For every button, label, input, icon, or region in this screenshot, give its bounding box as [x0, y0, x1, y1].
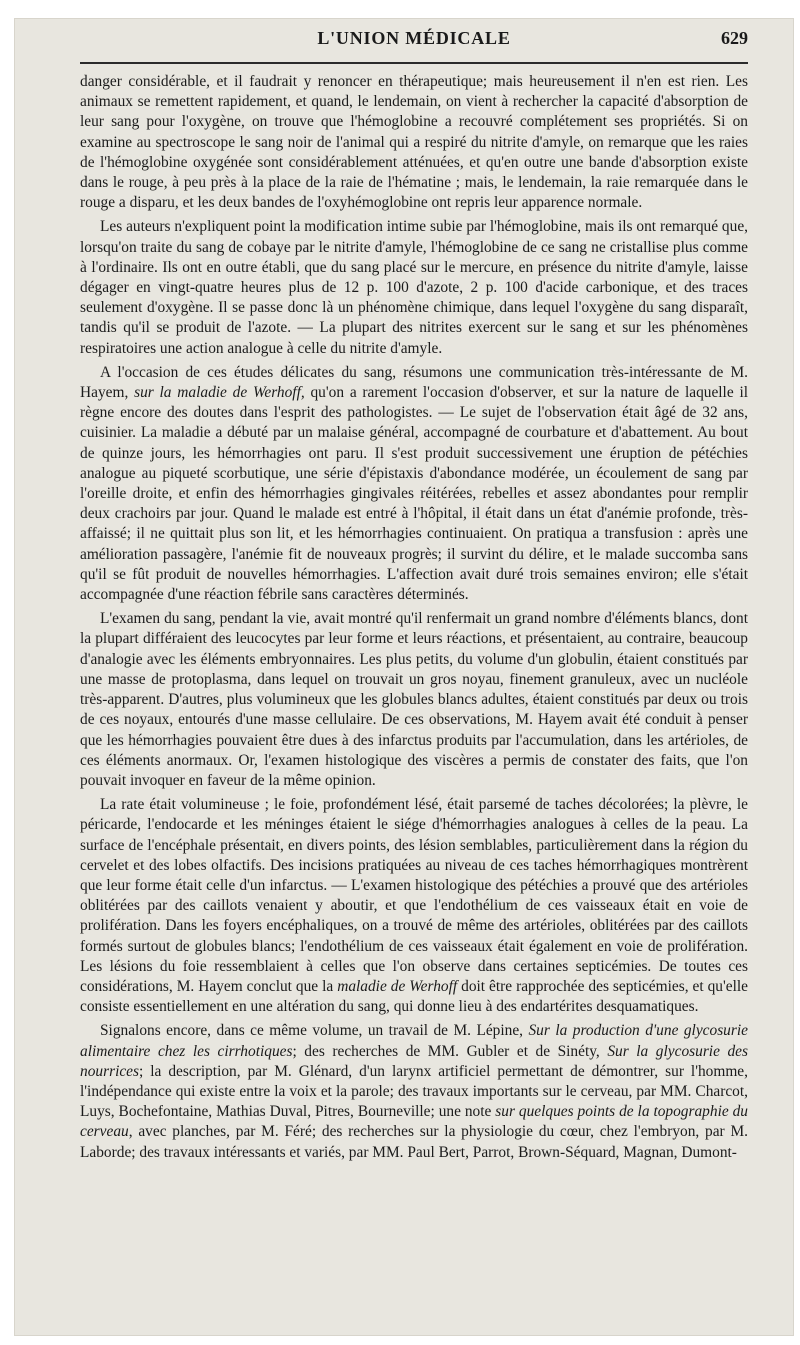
text-run: A l'occasion de ces études délicates du sang, résumons une communication très-intéressante de M. Hayem, — [80, 363, 748, 402]
paragraph — [80, 217, 748, 358]
text-run: doit être rapprochée des septicémies, et qu'elle consiste essentiellement en une altération du sang, qui donne lieu à des endartérites desquamatiques. — [80, 977, 748, 1016]
paragraph — [80, 609, 748, 791]
text-run: danger considérable, et il faudrait y renoncer en thérapeutique; mais heureusement il n'en est rien. Les animaux se remettent rapidement, et quand, le lendemain, on vient à rechercher la capacité d'absorption de leur sang pour l'oxygène, on trouve que l'hémoglobine a recouvré complétement ses propriétés. Si on examine au spectroscope le sang noir de l'animal qui a respiré du nitrite d'amyle, on remarque que les raies de l'hémoglobine oxygénée sont considérablement atténuées, et qu'en outre une bande d'absorption existe dans le rouge, à peu près à la place de la raie de l'hématine ; mais, le lendemain, la raie remarquée dans le rouge a disparu, et les deux bandes de l'oxyhémoglobine ont repris leur apparence normale. — [80, 73, 748, 212]
paragraph — [80, 363, 748, 605]
paragraph — [80, 72, 748, 213]
paragraph — [80, 1021, 748, 1162]
text-run: , avec planches, par M. Féré; des recherches sur la physiologie du cœur, chez l'embryon, par M. Laborde; des travaux intéressants et variés, par MM. Paul Bert, Parrot, Brown-Séquard, Magnan, Dumont- — [80, 1123, 748, 1161]
italic-title: Sur la production d'une glycosurie alimentaire chez les cirrhotiques — [80, 1022, 748, 1060]
text-run: ; des recherches de MM. Gubler et de Sinéty, — [292, 1042, 608, 1060]
italic-title: maladie de Werhoff — [337, 977, 458, 995]
page-header — [80, 28, 748, 58]
text-run: La rate était volumineuse ; le foie, profondément lésé, était parsemé de taches décolorées; la plèvre, le péricarde, l'endocarde et les méninges étaient le siége d'hémorrhagies analogues à celles de la peau. La surface de l'encéphale présentait, en divers points, des lésion semblables, particulièrement dans la région du cervelet et des lobes olfactifs. Des incisions pratiquées au niveau de ces taches hémorrhagiques montrèrent que leur forme était celle d'un infarctus. — L'examen histologique des pétéchies a prouvé que des artérioles oblitérées par des caillots venaient y aboutir, et que l'endothélium de ces vaisseaux était en voie de prolifération. Dans les foyers encéphaliques, on a trouvé de même des artérioles, oblitérées par des caillots formés surtout de globules blancs; l'endothélium de ces vaisseaux était également en voie de prolifération. Les lésions du foie ressemblaient à celles que l'on observe dans certaines septicémies. De toutes ces considérations, M. Hayem conclut que la — [80, 796, 748, 995]
article-body — [80, 72, 748, 1167]
italic-title: Sur la glycosurie des nourrices — [80, 1042, 748, 1080]
page-number: 629 — [721, 28, 748, 48]
text-run: Les auteurs n'expliquent point la modification intime subie par l'hémoglobine, mais ils ont remarqué que, lorsqu'on traite du sang de cobaye par le nitrite d'amyle, l'hémoglobine de ce sang ne cristallise plus comme à l'ordinaire. Ils ont en outre établi, que du sang placé sur le mercure, en présence du nitrite d'amyle, laisse dégager en vingt-quatre heures plus de 12 p. 100 d'azote, 2 p. 100 d'acide carbonique, et des traces seulement d'oxygène. Il se passe donc là un phénomène chimique, dans lequel l'oxygène du sang disparaît, tandis qu'il se produit de l'azote. — La plupart des nitrites exercent sur le sang et sur les phénomènes respiratoires une action analogue à celle du nitrite d'amyle. — [80, 218, 748, 357]
italic-title: sur la maladie de Werhoff, — [134, 384, 305, 402]
text-run: ; la description, par M. Glénard, d'un larynx artificiel permettant de démontrer, sur l'homme, l'indépendance qui existe entre la voix et la parole; des travaux importants sur le cerveau, par MM. Charcot, Luys, Bochefontaine, Mathias Duval, Pitres, Bourneville; une note — [80, 1062, 748, 1121]
text-run: Signalons encore, dans ce même volume, un travail de M. Lépine, — [100, 1022, 529, 1040]
text-run: L'examen du sang, pendant la vie, avait montré qu'il renfermait un grand nombre d'éléments blancs, dont la plupart différaient des leucocytes par leur forme et leurs réactions, et présentaient, au contraire, beaucoup d'analogie avec les éléments embryonnaires. Les plus petits, du volume d'un globulin, étaient constitués par une masse de protoplasma, dans lequel on trouvait un gros noyau, finement granuleux, avec un nucléole très-apparent. D'autres, plus volumineux que les globules blancs adultes, étaient constitués par deux ou trois de ces noyaux, entourés d'une masse cellulaire. De ces observations, M. Hayem avait été conduit à penser que les hémorrhagies pouvaient être dues à des infarctus produits par l'accumulation, dans les artérioles, de ces éléments anormaux. Or, l'examen histologique des viscères a permis de constater des faits, que l'on pouvait invoquer en faveur de la même opinion. — [80, 610, 748, 789]
running-title: L'UNION MÉDICALE — [317, 28, 511, 48]
paragraph — [80, 795, 748, 1017]
italic-title: sur quelques points de la topographie du cerveau — [80, 1103, 749, 1141]
text-run: qu'on a rarement l'occasion d'observer, et sur la nature de laquelle il règne encore des doutes dans l'esprit des pathologistes. — Le sujet de l'observation était âgé de 32 ans, cuisinier. La maladie a débuté par un malaise général, accompagné de courbature et d'abattement. Au bout de quinze jours, les hémorrhagies ont paru. Il s'est produit successivement une éruption de pétéchies analogue au piqueté scorbutique, une série d'épistaxis d'abondance modérée, un écoulement de sang par l'oreille droite, et enfin des hémorrhagies gingivales réitérées, rebelles et assez abondantes pour remplir deux crachoirs par jour. Quand le malade est entré à l'hôpital, il était dans un état d'anémie profonde, très-affaissé; il ne quittait plus son lit, et les hémorrhagies continuaient. On pratiqua a transfusion : après une amélioration passagère, l'anémie fit de nouveaux progrès; il survint du délire, et le malade succomba sans qu'il se fût produit de nouvelles hémorrhagies. L'affection avait duré trois semaines environ; elle s'était accompagnée d'une réaction fébrile sans caractères déterminés. — [80, 384, 749, 604]
header-rule — [80, 62, 748, 64]
